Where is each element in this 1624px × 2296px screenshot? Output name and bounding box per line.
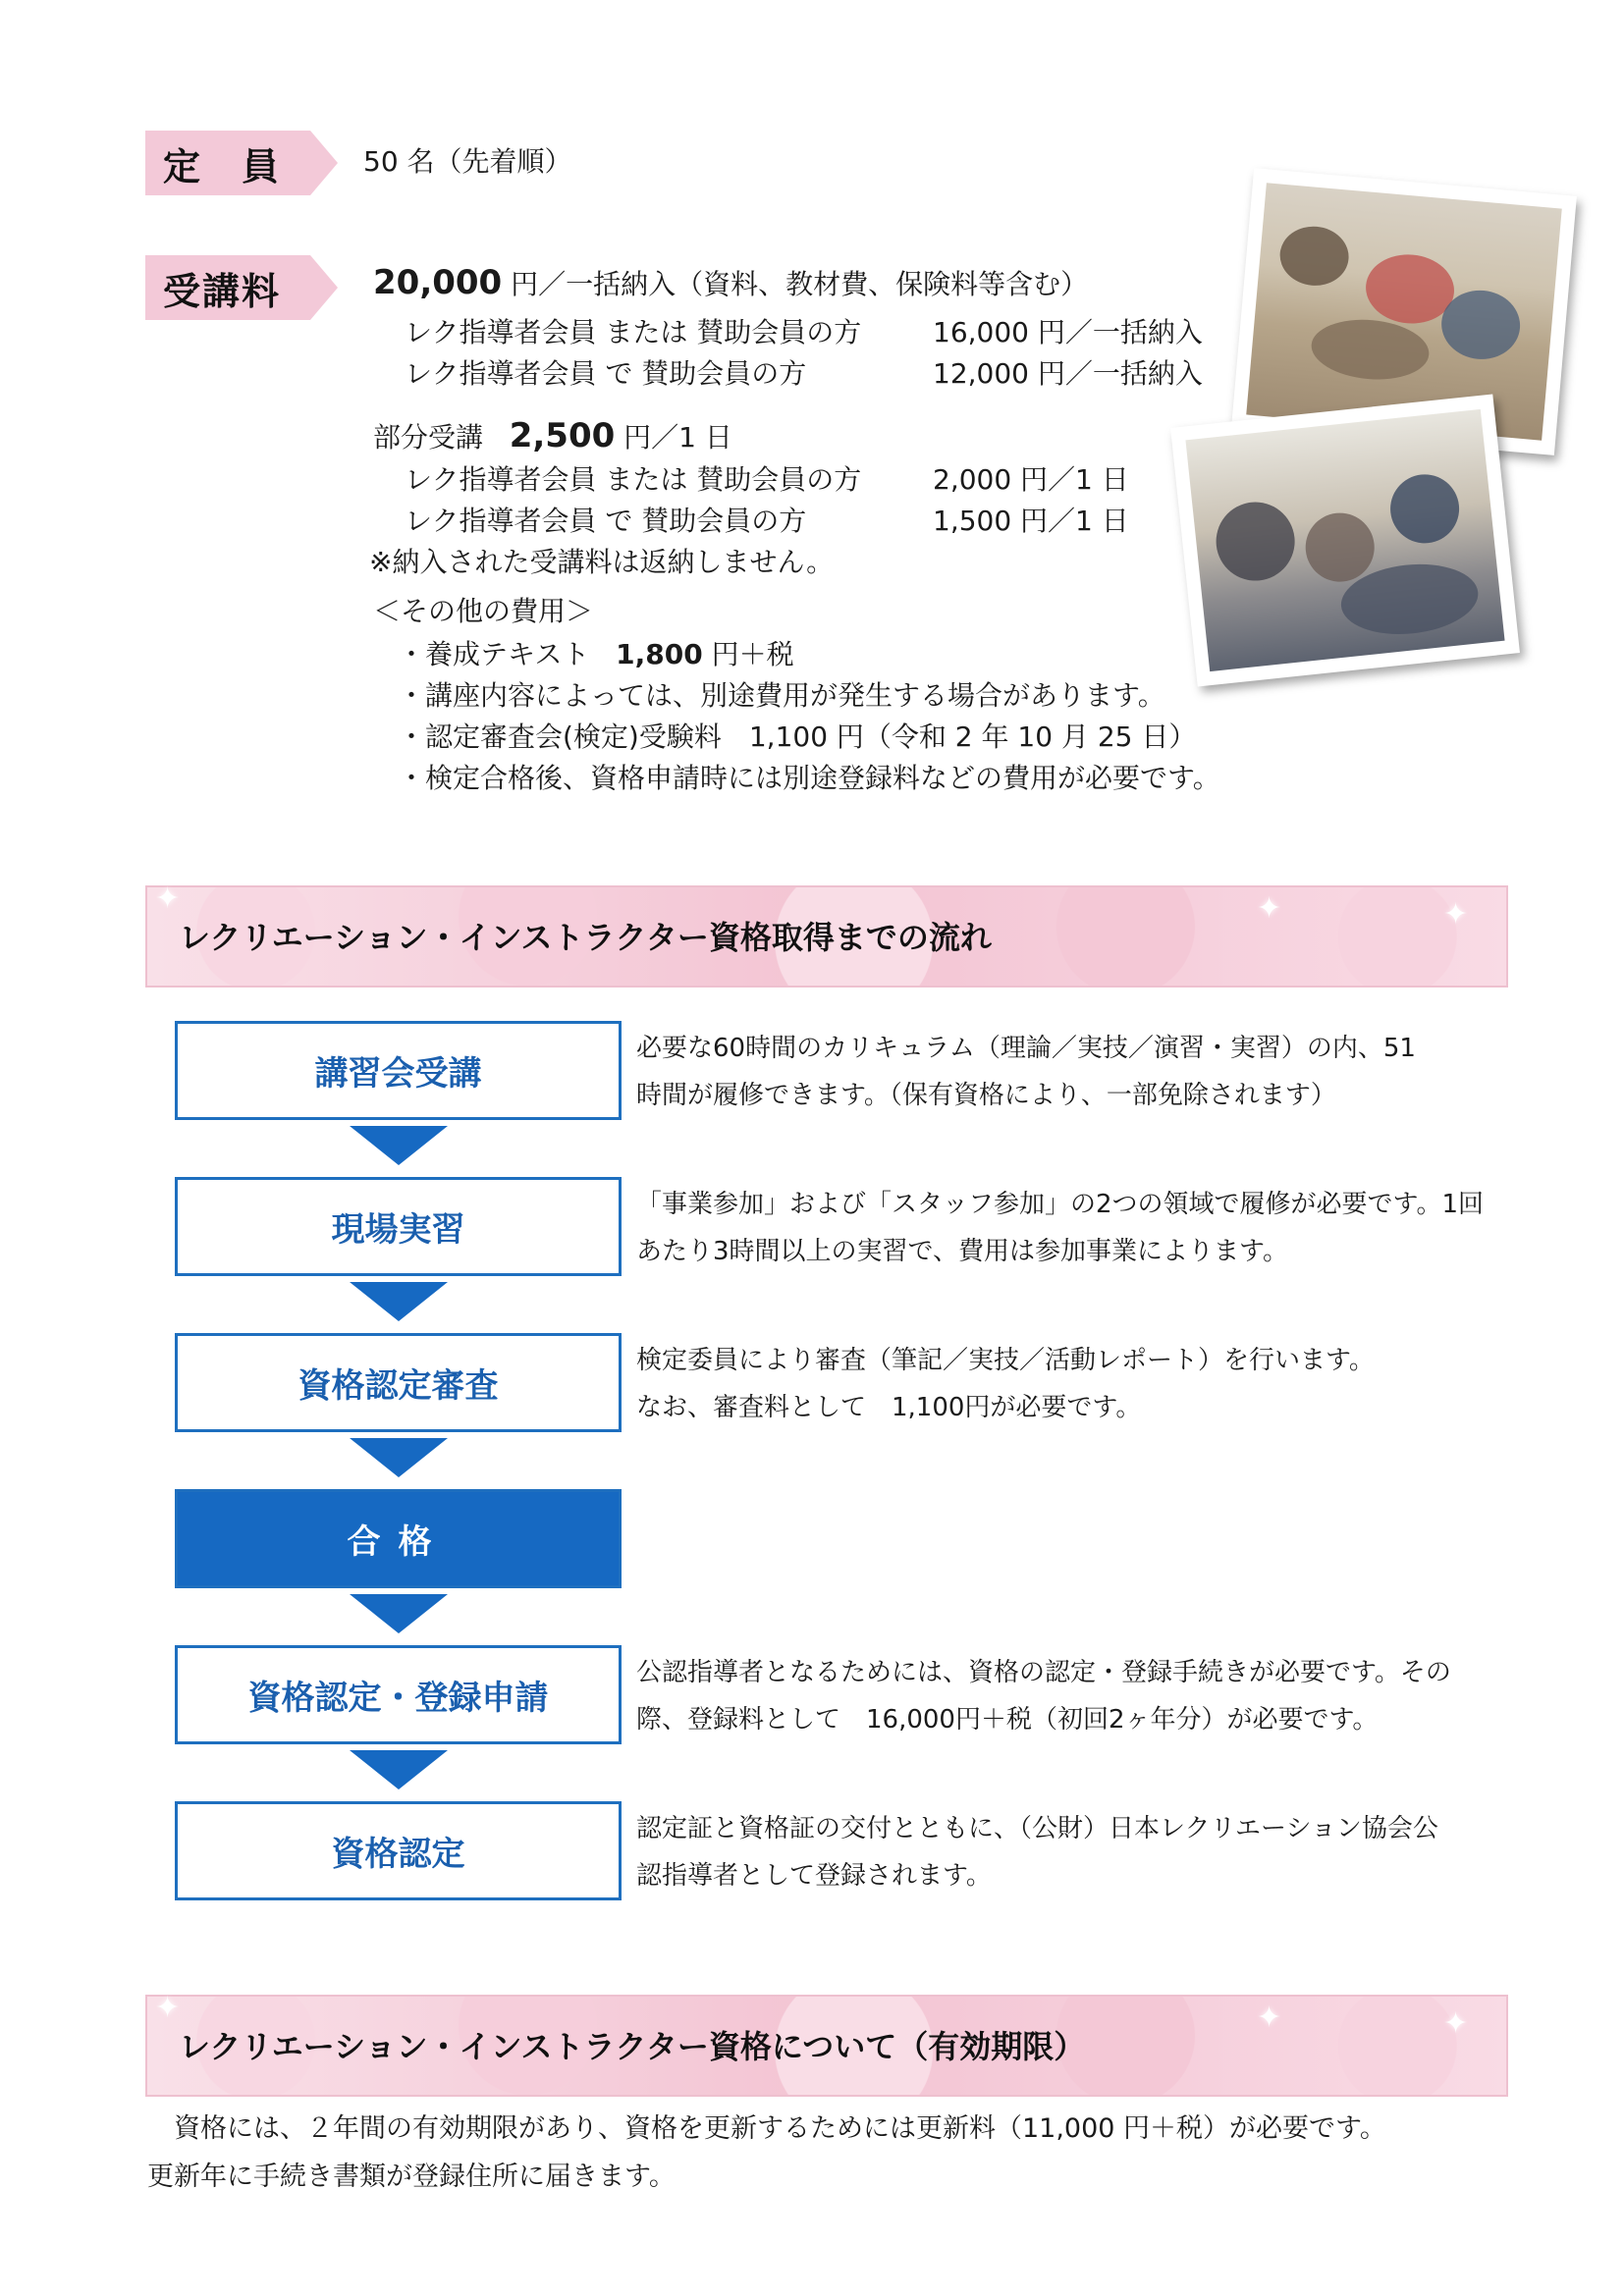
desc-line: 認指導者として登録されます。 [636,1861,992,1891]
flow-arrow-icon [350,1750,448,1789]
flow-step-2-desc [636,1181,1484,1275]
partial-suffix: 円／1 日 [615,421,732,454]
sparkle-icon: ✦ [1257,2001,1282,2035]
fee-main-amount: 20,000 [373,263,503,302]
desc-line: 時間が履修できます。（保有資格により、一部免除されます） [636,1081,1336,1110]
capacity-label: 定 員 [145,131,310,195]
flow-step-4-pass: 合格 [175,1489,622,1588]
activity-photo-classroom [1170,394,1520,686]
desc-line: 認定証と資格証の交付とともに、（公財）日本レクリエーション協会公 [636,1814,1438,1843]
fee-row-1-price: 16,000 円／一括納入 [933,316,1203,348]
flow-arrow-icon [350,1594,448,1633]
flow-step-5-desc [636,1649,1451,1743]
fee-row-2-who: レク指導者会員 で 賛助会員の方 [405,357,807,390]
flow-section-title: レクリエーション・インストラクター資格取得までの流れ [179,919,992,956]
desc-line: あたり3時間以上の実習で、費用は参加事業によります。 [636,1237,1288,1266]
flow-step-5: 資格認定・登録申請 [175,1645,622,1744]
sparkle-icon: ✦ [1443,897,1469,932]
fee-label: 受講料 [145,255,310,320]
flow-arrow-icon [350,1282,448,1321]
flow-step-2: 現場実習 [175,1177,622,1276]
partial-amount: 2,500 [509,416,616,455]
flow-step-3-desc [636,1337,1375,1431]
desc-line: 必要な60時間のカリキュラム（理論／実技／演習・実習）の内、51 [636,1034,1416,1063]
desc-line: 検定委員により審査（筆記／実技／活動レポート）を行います。 [636,1346,1375,1375]
flow-step-1: 講習会受講 [175,1021,622,1120]
validity-section-banner [145,1991,1508,2097]
other-fee-text-suffix: 円＋税 [702,638,794,670]
partial-fee [373,416,732,456]
other-fee-text-amount: 1,800 [616,638,703,670]
capacity-value: 50 名（先着順） [363,145,572,178]
other-fee-item: ・認定審査会(検定)受験料 1,100 円（令和 2 年 10 月 25 日） [398,721,1197,753]
flow-step-6-desc [636,1805,1438,1899]
desc-line: 際、登録料として 16,000円＋税（初回2ヶ年分）が必要です。 [636,1705,1379,1735]
sparkle-icon: ✦ [155,881,181,916]
partial-row-2-price: 1,500 円／1 日 [933,505,1129,537]
flow-section-banner [145,881,1508,988]
sparkle-icon: ✦ [155,1991,181,2025]
other-fee-text [398,638,794,671]
sparkle-icon: ✦ [1443,2006,1469,2041]
desc-line: 公認指導者となるためには、資格の認定・登録手続きが必要です。その [636,1658,1451,1687]
other-fee-item: ・検定合格後、資格申請時には別途登録料などの費用が必要です。 [398,762,1220,794]
fee-main-suffix: 円／一括納入（資料、教材費、保険料等含む） [502,268,1089,300]
flow-step-3: 資格認定審査 [175,1333,622,1432]
sparkle-icon: ✦ [1257,891,1282,926]
fee-row-2-price: 12,000 円／一括納入 [933,357,1203,390]
desc-line: 「事業参加」および「スタッフ参加」の2つの領域で履修が必要です。1回 [636,1190,1485,1219]
partial-row-2-who: レク指導者会員 で 賛助会員の方 [405,505,807,537]
flow-arrow-icon [350,1126,448,1165]
other-fee-item: ・講座内容によっては、別途費用が発生する場合があります。 [398,679,1165,712]
partial-label: 部分受講 [373,421,484,454]
partial-row-1-price: 2,000 円／1 日 [933,463,1129,496]
flow-arrow-icon [350,1438,448,1477]
fee-main [373,263,1088,303]
desc-line: なお、審査料として 1,100円が必要です。 [636,1393,1142,1422]
flow-step-1-desc [636,1025,1416,1119]
validity-line-1: 資格には、２年間の有効期限があり、資格を更新するためには更新料（11,000 円＋税）が必要です。 [147,2113,1386,2144]
refund-note: ※納入された受講料は返納しません。 [369,546,835,578]
other-fee-text-label: ・養成テキスト [398,638,590,670]
flow-step-6: 資格認定 [175,1801,622,1900]
other-fees-title: ＜その他の費用＞ [373,595,594,627]
validity-section-title: レクリエーション・インストラクター資格について（有効期限） [179,2028,1086,2065]
partial-row-1-who: レク指導者会員 または 賛助会員の方 [405,463,862,496]
fee-row-1-who: レク指導者会員 または 賛助会員の方 [405,316,862,348]
validity-line-2: 更新年に手続き書類が登録住所に届きます。 [147,2162,676,2192]
